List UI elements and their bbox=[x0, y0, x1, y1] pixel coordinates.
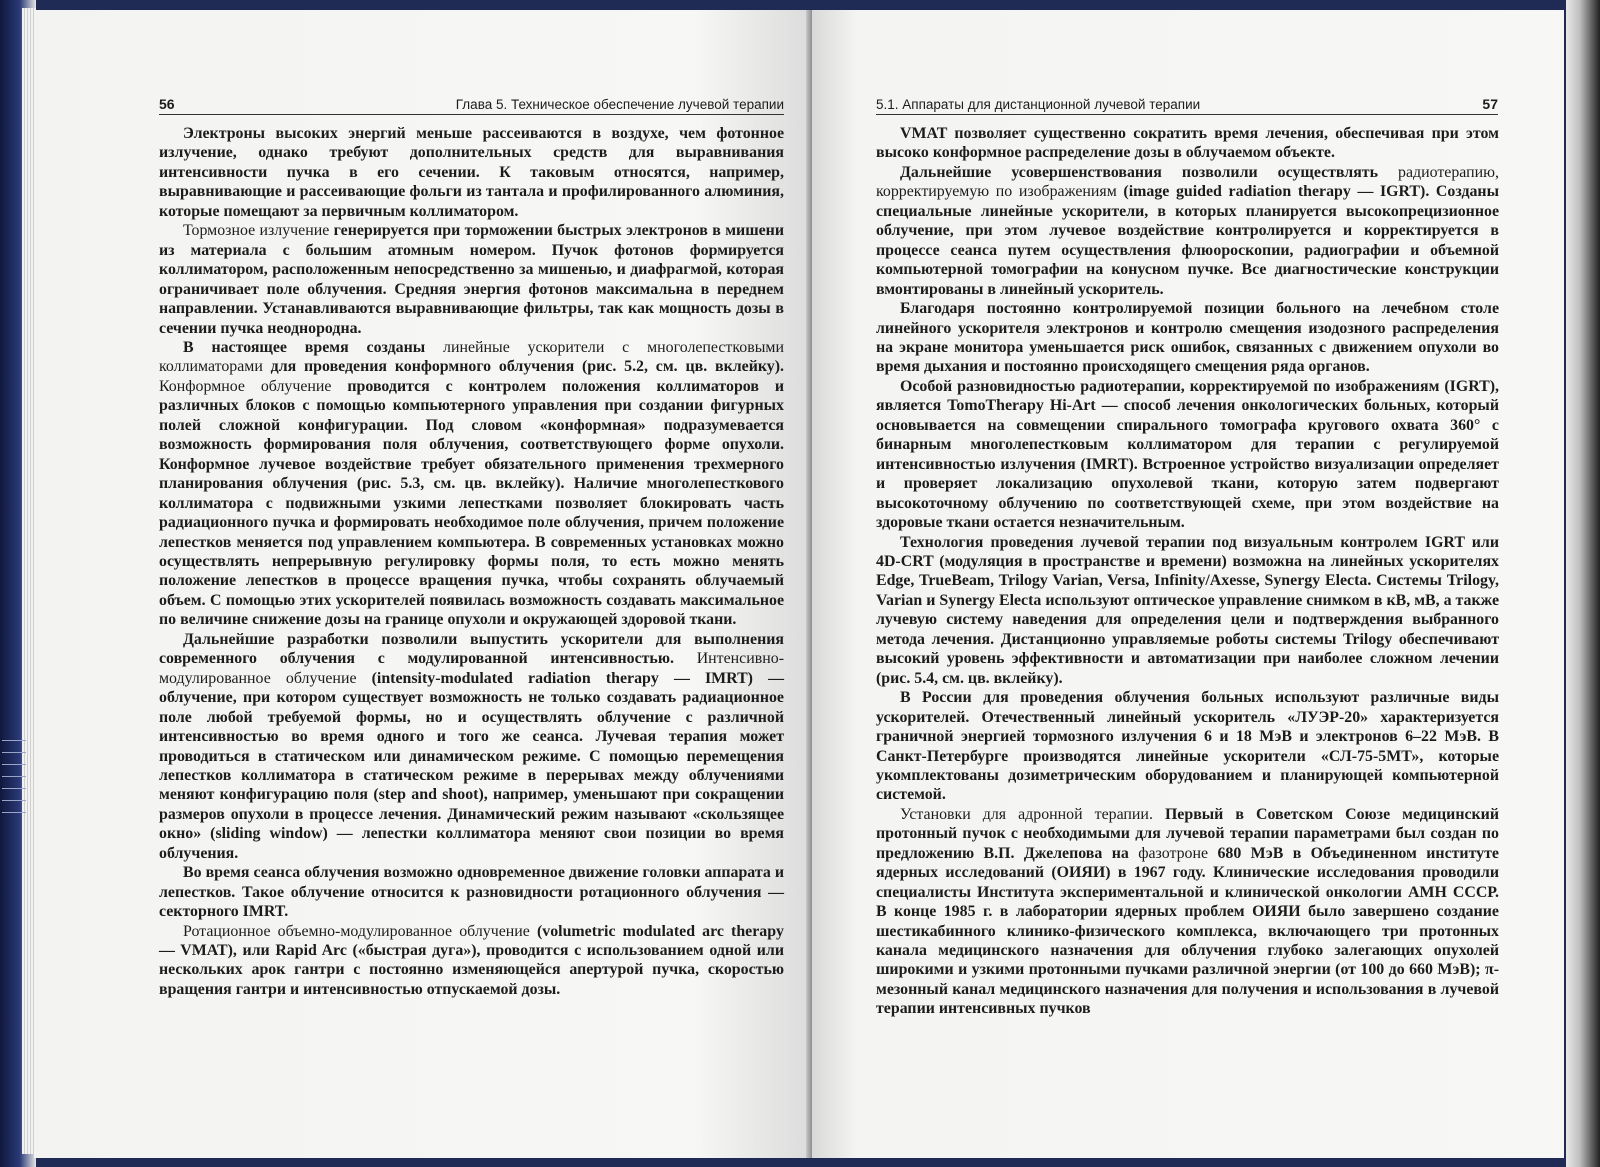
bold-term: Дальнейшие усовершенствования позволили осуществлять bbox=[900, 163, 1399, 181]
paragraph bbox=[159, 922, 784, 1000]
right-page-number: 57 bbox=[1482, 96, 1498, 112]
paragraph-text: линейные ускорители с многолепестковыми коллиматорами bbox=[159, 338, 784, 376]
right-running-head: 5.1. Аппараты для дистанционной лучевой терапии bbox=[876, 97, 1201, 112]
bold-term: Первый в Советском Союзе медицинский протонный пучок с необходимыми для лучевой терапии параметрами был создан по предложению В.П. Джелепова на bbox=[876, 805, 1499, 862]
bold-term: (volumetric modulated arc therapy — VMAT), или Rapid Arc («быстрая дуга»), проводится с использованием одной или нескольких арок гантри с постоянно изменяющейся апертурой пучка, скоростью вращения гантри и интенсивностью отпускаемой дозы. bbox=[159, 922, 785, 998]
right-running-header bbox=[876, 92, 1498, 115]
right-page-body bbox=[876, 124, 1499, 1019]
bold-term: 680 МэВ в Объединенном институте ядерных исследований (ОИЯИ) в 1967 году. Клинические исследования проводили специалисты Института экспериментальной и клинической онкологии АМН СССР. В конце 1985 г. в лаборатории ядерных проблем ОИЯИ было завершено создание шестикабинного клинико-физического комплекса, включающего три протонных канала медицинского назначения для облучения глубоко залегающих опухолей широкими и узкими протонными пучками различной энергии (от 100 до 660 МэВ); π-мезонный канал медицинского назначения для получения и использования в лучевой терапии интенсивных пучков bbox=[876, 844, 1499, 1018]
paragraph bbox=[159, 124, 784, 221]
bold-term: Электроны высоких энергий меньше рассеиваются в воздухе, чем фотонное излучение, однако требуют дополнительных средств для выравнивания интенсивности пучка в его сечении. К таковым относятся, например, выравнивающие и рассеивающие фольги из тантала и профилированного алюминия, которые помещают за первичным коллиматором. bbox=[159, 125, 784, 220]
bold-term: (image guided radiation therapy — IGRT). Созданы специальные линейные ускорители, в которых планируется высокопрецизионное облучение, при этом лучевое воздействие контролируется и корректируется в процессе сеанса путем осуществления флюороскопии, радиографии и объемной компьютерной томографии на конусном пучке. Все диагностические конструкции вмонтированы в линейный ускоритель. bbox=[876, 183, 1499, 298]
bold-term: (intensity-modulated radiation therapy — IMRT) — облучение, при котором существует возможность не только создавать радиационное поле любой требуемой формы, но и осуществлять облучение с различной интенсивностью во время одного и того же сеанса. Лучевая терапия может проводиться в статическом или динамическом режиме. С помощью перемещения лепестков коллиматора в статическом режиме в перерывах между облучениями меняют конфигурацию поля (step and shoot), например, уменьшают при сокращении размеров опухоли в процессе лечения. Динамический режим называют «скользящее окно» (sliding window) — лепестки коллиматора меняют свои позиции во время облучения. bbox=[159, 669, 784, 862]
bold-term: для проведения конформного облучения (рис. 5.2, см. цв. вклейку). bbox=[262, 358, 784, 376]
paragraph-text: Интенсивно-модулированное облучение bbox=[159, 650, 784, 687]
left-page-number: 56 bbox=[159, 96, 175, 112]
paragraph-text: Ротационное объемно-модулированное облучение bbox=[183, 922, 530, 940]
paragraph bbox=[876, 805, 1499, 1019]
left-running-head: Глава 5. Техническое обеспечение лучевой терапии bbox=[455, 97, 784, 112]
paragraph bbox=[159, 338, 784, 630]
paragraph bbox=[876, 163, 1499, 299]
paragraph bbox=[159, 630, 784, 863]
right-page bbox=[812, 10, 1564, 1158]
left-running-header bbox=[159, 92, 784, 115]
bold-term: В настоящее время созданы bbox=[183, 338, 444, 356]
bold-term: VMAT позволяет существенно сократить время лечения, обеспечивая при этом высоко конформное распределение дозы в облучаемом объекте. bbox=[876, 125, 1499, 162]
paragraph-text: Установки для адронной терапии. bbox=[900, 805, 1153, 823]
bold-term: Дальнейшие разработки позволили выпустить ускорители для выполнения современного облучения с модулированной интенсивностью. bbox=[159, 630, 784, 668]
paragraph bbox=[876, 533, 1499, 689]
bold-term: Благодаря постоянно контролируемой позиции больного на лечебном столе линейного ускорителя электронов и контролю смещения изодозного распределения на экране монитора уменьшается риск ошибок, связанных с движением опухоли во время дыхания и постоянно происходящего смещения ряда органов. bbox=[876, 300, 1499, 376]
bold-term: Особой разновидностью радиотерапии, корректируемой по изображениям (IGRT), является TomoTherapy Hi-Art — способ лечения онкологических больных, который основывается на совмещении спирального томографа кругового охвата 360° с бинарным многолепестковым коллиматором для терапии с регулируемой интенсивностью излучения (IMRT). Встроенное устройство визуализации определяет и проверяет локализацию опухолевой ткани, которую затем подвергают высокоточному облучению по соответствующей схеме, при этом воздействие на здоровые ткани остается незначительным. bbox=[876, 377, 1499, 532]
paragraph-text: Тормозное излучение bbox=[183, 222, 330, 240]
paragraph-text: фазотроне bbox=[1138, 844, 1209, 862]
paragraph bbox=[876, 124, 1499, 163]
bold-term: генерируется при торможении быстрых электронов в мишени из материала с большим атомным номером. Пучок фотонов формируется коллиматором, расположенным непосредственно за мишенью, и диафрагмой, которая ограничивает поле облучения. Средняя энергия фотонов максимальна в переднем направлении. Устанавливаются выравнивающие фильтры, так как мощность дозы в сечении пучка неоднородна. bbox=[159, 222, 784, 337]
bold-term: Технология проведения лучевой терапии под визуальным контролем IGRT или 4D-CRT (модуляция в пространстве и времени) возможна на линейных ускорителях Edge, TrueBeam, Trilogy Varian, Versa, Infinity/Axesse, Synergy Electa. Системы Trilogy, Varian и Synergy Electa используют оптическое управление снимком в кВ, мВ, а также лучевую систему наведения для определения цели и подтверждения выбранного метода лечения. Дистанционно управляемые роботы системы Trilogy обеспечивают высокий уровень эффективности и автоматизации при наиболее сложном лечении (рис. 5.4, см. цв. вклейку). bbox=[876, 533, 1499, 687]
paragraph bbox=[876, 377, 1499, 533]
paragraph bbox=[876, 688, 1499, 805]
left-page bbox=[34, 10, 810, 1158]
page-edges-right bbox=[1566, 0, 1600, 1167]
paragraph-text: Конформное облучение bbox=[159, 377, 332, 395]
left-page-body bbox=[159, 124, 784, 999]
paragraph-text: радиотерапию, корректируемую по изображениям bbox=[876, 163, 1499, 201]
paragraph bbox=[876, 299, 1499, 377]
paragraph bbox=[159, 863, 784, 921]
bold-term: проводится с контролем положения коллиматоров и различных блоков с помощью компьютерного управления при создании фигурных полей сложной конфигурации. Под словом «конформная» подразумевается возможность формирования поля облучения, соответствующего форме опухоли. Конформное лучевое воздействие требует обязательного применения трехмерного планирования облучения (рис. 5.3, см. цв. вклейку). Наличие многолепесткового коллиматора с подвижными узкими лепестками позволяет блокировать часть радиационного пучка и формировать необходимое поле облучения, причем положение лепестков меняется под управлением компьютера. В современных установках можно осуществлять непрерывную регулировку формы поля, то есть можно менять положение лепестков в процессе вращения пучка, чтобы сохранять облучаемый объем. С помощью этих ускорителей появилась возможность создавать максимальное по величине снижение дозы на границе опухоли и окружающей здоровой ткани. bbox=[159, 377, 784, 629]
bold-term: В России для проведения облучения больных используют различные виды ускорителей. Отечественный линейный ускоритель «ЛУЭР-20» характеризуется граничной энергией тормозного излучения 6 и 18 МэВ и электронов 6–22 МэВ. В Санкт-Петербурге производятся линейные ускорители «СЛ-75-5МТ», которые укомплектованы дозиметрическим оборудованием и планирующей компьютерной системой. bbox=[876, 689, 1499, 804]
bold-term: Во время сеанса облучения возможно одновременное движение головки аппарата и лепестков. Такое облучение относится к разновидности ротационного облучения — секторного IMRT. bbox=[159, 864, 784, 921]
paragraph bbox=[159, 221, 784, 338]
